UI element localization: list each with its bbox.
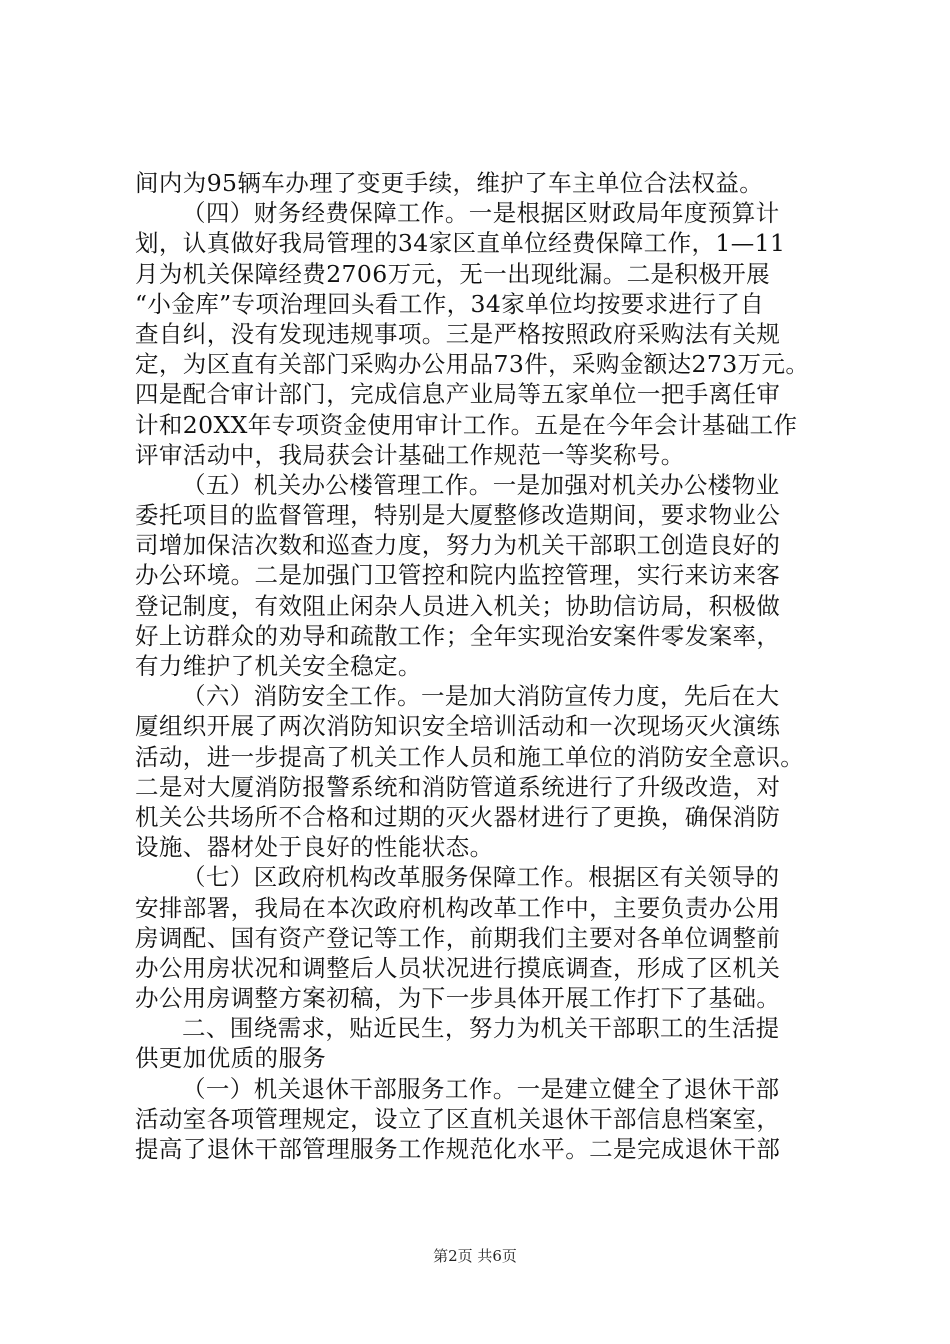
document-body xyxy=(135,168,830,1164)
text-line: 定，为区直有关部门采购办公用品73件，采购金额达273万元。 xyxy=(135,350,810,379)
text-line: 活动室各项管理规定，设立了区直机关退休干部信息档案室， xyxy=(135,1104,781,1133)
text-line: 好上访群众的劝导和疏散工作；全年实现治安案件零发案率， xyxy=(135,621,781,650)
text-line: 机关公共场所不合格和过期的灭火器材进行了更换，确保消防 xyxy=(135,802,781,831)
section-heading-line: 供更加优质的服务 xyxy=(135,1044,327,1073)
paragraph-start-line: （五）机关办公楼管理工作。一是加强对机关办公楼物业 xyxy=(182,470,780,499)
text-line: 二是对大厦消防报警系统和消防管道系统进行了升级改造，对 xyxy=(135,772,781,801)
text-line: 办公环境。二是加强门卫管控和院内监控管理，实行来访来客 xyxy=(135,561,781,590)
text-line: “小金库”专项治理回头看工作，34家单位均按要求进行了自 xyxy=(135,289,765,318)
text-line: 厦组织开展了两次消防知识安全培训活动和一次现场灭火演练 xyxy=(135,712,781,741)
text-line: 计和20XX年专项资金使用审计工作。五是在今年会计基础工作 xyxy=(135,410,798,439)
text-line: 月为机关保障经费2706万元，无一出现纰漏。二是积极开展 xyxy=(135,259,771,288)
text-line: 司增加保洁次数和巡查力度，努力为机关干部职工创造良好的 xyxy=(135,531,781,560)
text-line: 委托项目的监督管理，特别是大厦整修改造期间，要求物业公 xyxy=(135,501,781,530)
text-line: 设施、器材处于良好的性能状态。 xyxy=(135,833,494,862)
section-heading-line: 二、围绕需求，贴近民生，努力为机关干部职工的生活提 xyxy=(182,1014,780,1043)
text-line: 安排部署，我局在本次政府机构改革工作中，主要负责办公用 xyxy=(135,893,781,922)
text-line: 评审活动中，我局获会计基础工作规范一等奖称号。 xyxy=(135,440,685,469)
text-line: 提高了退休干部管理服务工作规范化水平。二是完成退休干部 xyxy=(135,1135,781,1163)
text-line: 四是配合审计部门，完成信息产业局等五家单位一把手离任审 xyxy=(135,380,781,409)
text-line: 办公用房状况和调整后人员状况进行摸底调查，形成了区机关 xyxy=(135,953,781,982)
text-line: 办公用房调整方案初稿，为下一步具体开展工作打下了基础。 xyxy=(135,984,781,1013)
text-line: 有力维护了机关安全稳定。 xyxy=(135,652,422,680)
page-number-footer: 第2页 共6页 xyxy=(433,1247,517,1265)
text-line: 划，认真做好我局管理的34家区直单位经费保障工作，1—11 xyxy=(135,229,786,258)
text-line: 登记制度，有效阻止闲杂人员进入机关；协助信访局，积极做 xyxy=(135,591,781,620)
text-line: 查自纠，没有发现违规事项。三是严格按照政府采购法有关规 xyxy=(135,319,781,348)
paragraph-start-line: （七）区政府机构改革服务保障工作。根据区有关领导的 xyxy=(182,863,780,892)
text-line: 活动，进一步提高了机关工作人员和施工单位的消防安全意识。 xyxy=(135,742,805,771)
paragraph-start-line: （六）消防安全工作。一是加大消防宣传力度，先后在大 xyxy=(182,682,780,711)
text-line: 房调配、国有资产登记等工作，前期我们主要对各单位调整前 xyxy=(135,923,781,952)
text-line: 间内为95辆车办理了变更手续，维护了车主单位合法权益。 xyxy=(135,169,764,197)
paragraph-start-line: （四）财务经费保障工作。一是根据区财政局年度预算计 xyxy=(182,199,780,228)
paragraph-start-line: （一）机关退休干部服务工作。一是建立健全了退休干部 xyxy=(182,1074,780,1103)
